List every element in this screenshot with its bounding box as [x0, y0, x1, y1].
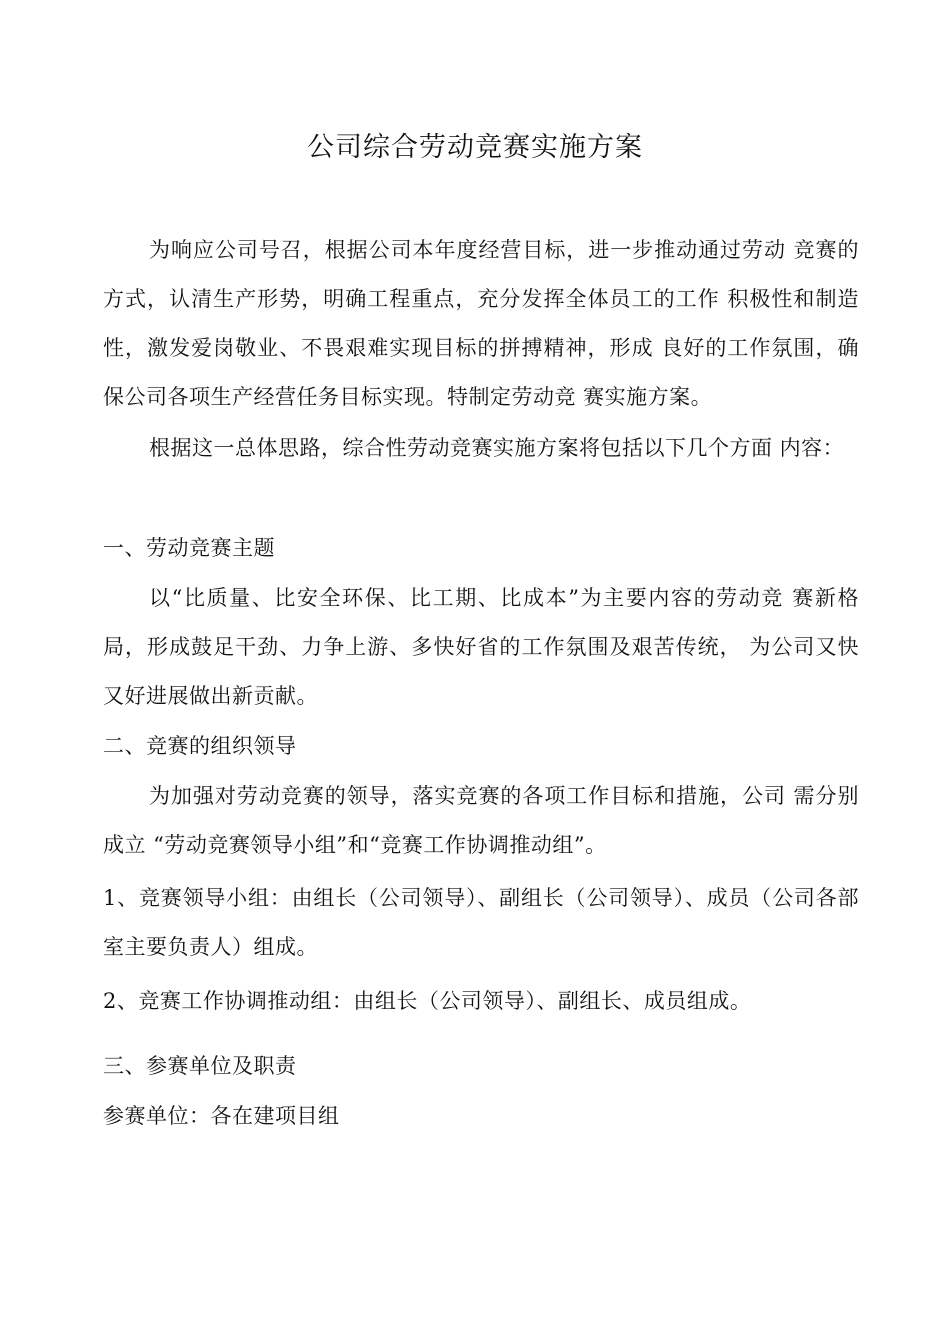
section3-heading: 三、参赛单位及职责	[103, 1054, 297, 1078]
section2-heading: 二、竞赛的组织领导	[103, 734, 297, 758]
item2-block	[103, 977, 859, 1026]
section1-heading: 一、劳动竞赛主题	[103, 536, 275, 560]
section1-body-block	[103, 574, 859, 721]
overview-paragraph: 根据这一总体思路，综合性劳动竞赛实施方案将包括以下几个方面 内容：	[149, 436, 845, 460]
intro-paragraph-block	[103, 226, 859, 422]
document-title: 公司综合劳动竞赛实施方案	[307, 132, 643, 163]
section2-body-block	[103, 772, 859, 870]
section3-units-block	[103, 1092, 859, 1141]
section2-body: 为加强对劳动竞赛的领导，落实竞赛的各项工作目标和措施，公司 需分别成立 “劳动竞赛领导小组”和“竞赛工作协调推动组”。	[103, 784, 859, 857]
section3-heading-block	[103, 1042, 859, 1091]
overview-paragraph-block	[103, 424, 859, 473]
item1-block	[103, 874, 859, 972]
participating-units: 参赛单位：各在建项目组	[103, 1104, 340, 1128]
list-item-coordination-group: 2、竞赛工作协调推动组：由组长（公司领导）、副组长、成员组成。	[103, 989, 752, 1013]
list-item-leadership-group: 1、竞赛领导小组：由组长（公司领导）、副组长（公司领导）、成员（公司各部室主要负责人）组成。	[103, 886, 859, 959]
section1-body: 以“比质量、比安全环保、比工期、比成本”为主要内容的劳动竞 赛新格局，形成鼓足干劲、力争上游、多快好省的工作氛围及艰苦传统， 为公司又快又好进展做出新贡献。	[103, 586, 859, 708]
section1-heading-block	[103, 524, 859, 573]
intro-paragraph: 为响应公司号召，根据公司本年度经营目标，进一步推动通过劳动 竞赛的方式，认清生产形势，明确工程重点，充分发挥全体员工的工作 积极性和制造性，激发爱岗敬业、不畏艰难实现目标的拼搏精神，形成 良好的工作氛围，确保公司各项生产经营任务目标实现。特制定劳动竞 赛实施方案。	[103, 238, 859, 409]
section2-heading-block	[103, 722, 859, 771]
